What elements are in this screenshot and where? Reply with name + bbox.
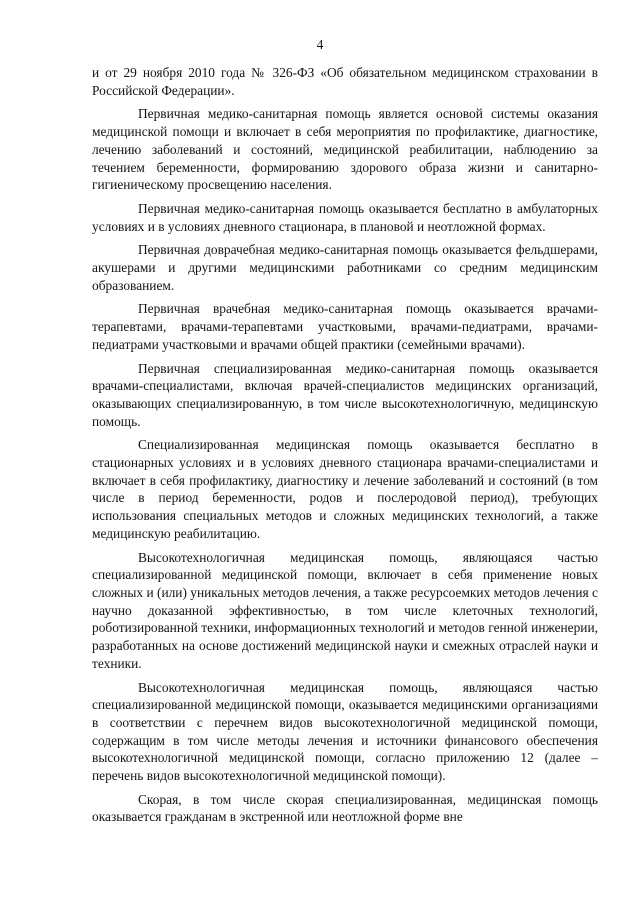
paragraph-specialized-primary-care: Первичная специализированная медико-санитарная помощь оказывается врачами-специалистами, включая врачей-специалистов медицинских организаций, оказывающих специализированную, в том числе высокотехнологичную, медицинскую помощь. [92, 360, 598, 429]
page-number: 4 [316, 37, 324, 52]
paragraph-physician-care: Первичная врачебная медико-санитарная помощь оказывается врачами-терапевтами, врачами-терапевтами участковыми, врачами-педиатрами, врачами-педиатрами участковыми и врачами общей практики (семейными врачами). [92, 301, 598, 352]
paragraph-primary-care-definition: Первичная медико-санитарная помощь является основой системы оказания медицинской помощи и включает в себя мероприятия по профилактике, диагностике, лечению заболеваний и состояний, медицинской реабилитации, наблюдению за течением беременности, формированию здорового образа жизни и санитарно-гигиеническому просвещению населения. [92, 106, 598, 193]
document-body [92, 64, 598, 826]
paragraph-high-tech-care-provision: Высокотехнологичная медицинская помощь, являющаяся частью специализированной медицинской помощи, оказывается медицинскими организациями в соответствии с перечнем видов высокотехнологичной медицинской помощи, содержащим в том числе методы лечения и источники финансового обеспечения высокотехнологичной медицинской помощи, согласно приложению 12 (далее – перечень видов высокотехнологичной медицинской помощи). [92, 679, 598, 784]
paragraph-emergency-care: Скорая, в том числе скорая специализированная, медицинская помощь оказывается гражданам в экстренной или неотложной форме вне [92, 791, 598, 825]
paragraph-pre-physician-care: Первичная доврачебная медико-санитарная помощь оказывается фельдшерами, акушерами и другими медицинскими работниками со средним медицинским образованием. [92, 242, 598, 293]
paragraph-primary-care-free: Первичная медико-санитарная помощь оказывается бесплатно в амбулаторных условиях и в условиях дневного стационара, в плановой и неотложной формах. [92, 200, 598, 234]
paragraph-continuation: и от 29 ноября 2010 года № 326-ФЗ «Об обязательном медицинском страховании в Российской Федерации». [92, 65, 598, 98]
paragraph-specialized-care: Специализированная медицинская помощь оказывается бесплатно в стационарных условиях и в условиях дневного стационара врачами-специалистами и включает в себя профилактику, диагностику и лечение заболеваний и состояний (в том числе в период беременности, родов и послеродовой период), требующих использования специальных методов и сложных медицинских технологий, а также медицинскую реабилитацию. [92, 437, 598, 541]
paragraph-high-tech-care-definition: Высокотехнологичная медицинская помощь, являющаяся частью специализированной медицинской помощи, включает в себя применение новых сложных и (или) уникальных методов лечения, а также ресурсоемких методов лечения с научно доказанной эффективностью, в том числе клеточных технологий, роботизированной техники, информационных технологий и методов генной инженерии, разработанных на основе достижений медицинской науки и смежных отраслей науки и техники. [92, 549, 598, 671]
